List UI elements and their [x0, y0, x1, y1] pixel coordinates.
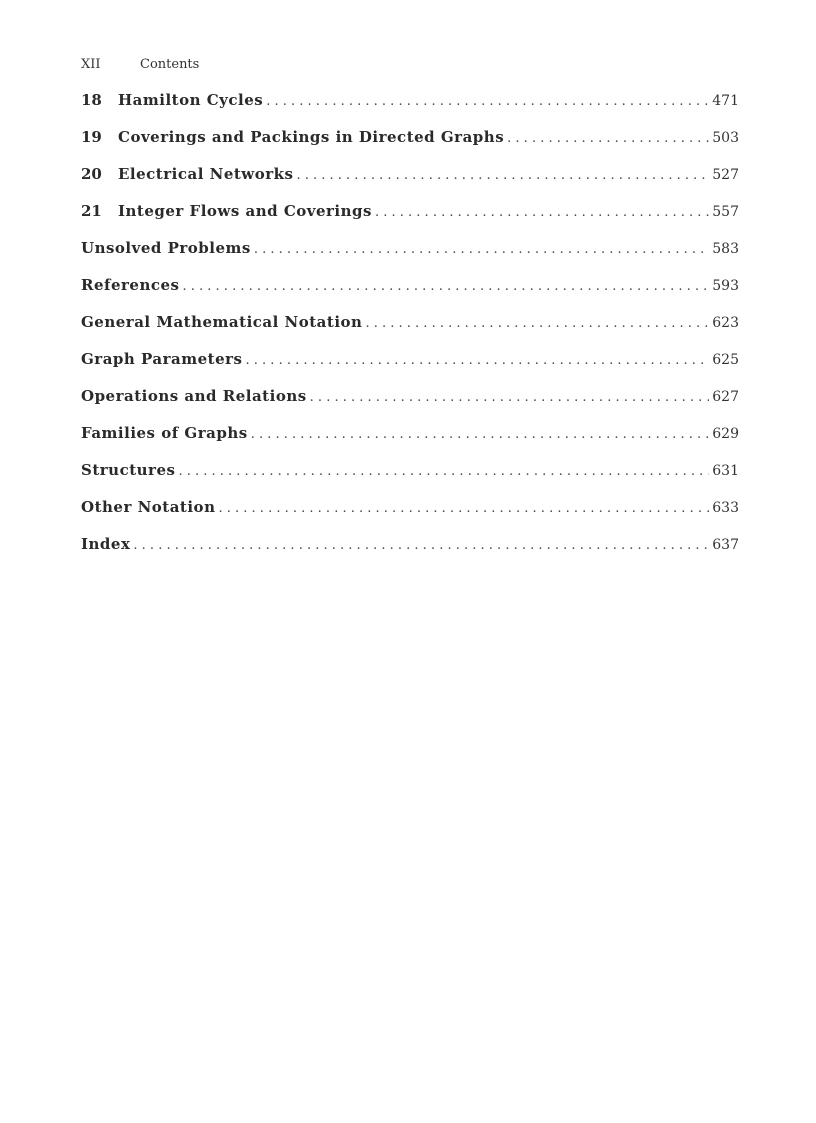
toc-entry-structures[interactable]: [81, 461, 739, 498]
toc-page-number: 633: [712, 500, 739, 516]
toc-page-number: 583: [712, 241, 739, 257]
dot-leader: [178, 464, 709, 479]
toc-entry-operations-relations[interactable]: [81, 387, 739, 424]
toc-entry-electrical-networks[interactable]: [81, 165, 739, 202]
toc-entry-index[interactable]: [81, 535, 739, 572]
dot-leader: [365, 316, 709, 331]
toc-page-number: 631: [712, 463, 739, 479]
toc-page-number: 557: [712, 204, 739, 220]
dot-leader: [375, 205, 709, 220]
toc-entry-coverings-packings[interactable]: [81, 128, 739, 165]
toc-chapter-number: 20: [81, 165, 102, 183]
page-folio: XII: [81, 57, 101, 72]
toc-entry-graph-parameters[interactable]: [81, 350, 739, 387]
dot-leader: [296, 168, 709, 183]
toc-entry-title: Index: [81, 535, 131, 553]
toc-page-number: 627: [712, 389, 739, 405]
toc-page-number: 623: [712, 315, 739, 331]
toc-entry-unsolved-problems[interactable]: [81, 239, 739, 276]
toc-chapter-number: 21: [81, 202, 102, 220]
toc-entry-general-notation[interactable]: [81, 313, 739, 350]
toc-page-number: 637: [712, 537, 739, 553]
dot-leader: [218, 501, 709, 516]
book-page: [81, 0, 739, 1123]
toc-entry-title: General Mathematical Notation: [81, 313, 363, 331]
dot-leader: [182, 279, 709, 294]
toc-entry-hamilton-cycles[interactable]: [81, 91, 739, 128]
dot-leader: [133, 538, 709, 553]
toc-entry-references[interactable]: [81, 276, 739, 313]
toc-entry-title: References: [81, 276, 180, 294]
dot-leader: [310, 390, 710, 405]
toc-entry-families-of-graphs[interactable]: [81, 424, 739, 461]
toc-page-number: 527: [712, 167, 739, 183]
toc-page-number: 625: [712, 352, 739, 368]
toc-page-number: 593: [712, 278, 739, 294]
dot-leader: [246, 353, 710, 368]
toc-entry-title: Coverings and Packings in Directed Graphs: [118, 128, 505, 146]
toc-chapter-number: 18: [81, 91, 102, 109]
table-of-contents: [81, 91, 739, 572]
dot-leader: [507, 131, 709, 146]
toc-page-number: 471: [712, 93, 739, 109]
toc-entry-other-notation[interactable]: [81, 498, 739, 535]
toc-page-number: 629: [712, 426, 739, 442]
toc-entry-title: Unsolved Problems: [81, 239, 251, 257]
toc-entry-title: Structures: [81, 461, 176, 479]
toc-chapter-number: 19: [81, 128, 102, 146]
toc-entry-title: Electrical Networks: [118, 165, 294, 183]
toc-entry-title: Graph Parameters: [81, 350, 243, 368]
toc-entry-integer-flows[interactable]: [81, 202, 739, 239]
toc-entry-title: Hamilton Cycles: [118, 91, 264, 109]
toc-entry-title: Other Notation: [81, 498, 216, 516]
toc-entry-title: Families of Graphs: [81, 424, 248, 442]
running-head-title: Contents: [140, 57, 200, 72]
dot-leader: [251, 427, 710, 442]
toc-entry-title: Integer Flows and Coverings: [118, 202, 372, 220]
toc-entry-title: Operations and Relations: [81, 387, 307, 405]
toc-page-number: 503: [712, 130, 739, 146]
running-head: [81, 57, 199, 72]
dot-leader: [266, 94, 709, 109]
dot-leader: [254, 242, 709, 257]
